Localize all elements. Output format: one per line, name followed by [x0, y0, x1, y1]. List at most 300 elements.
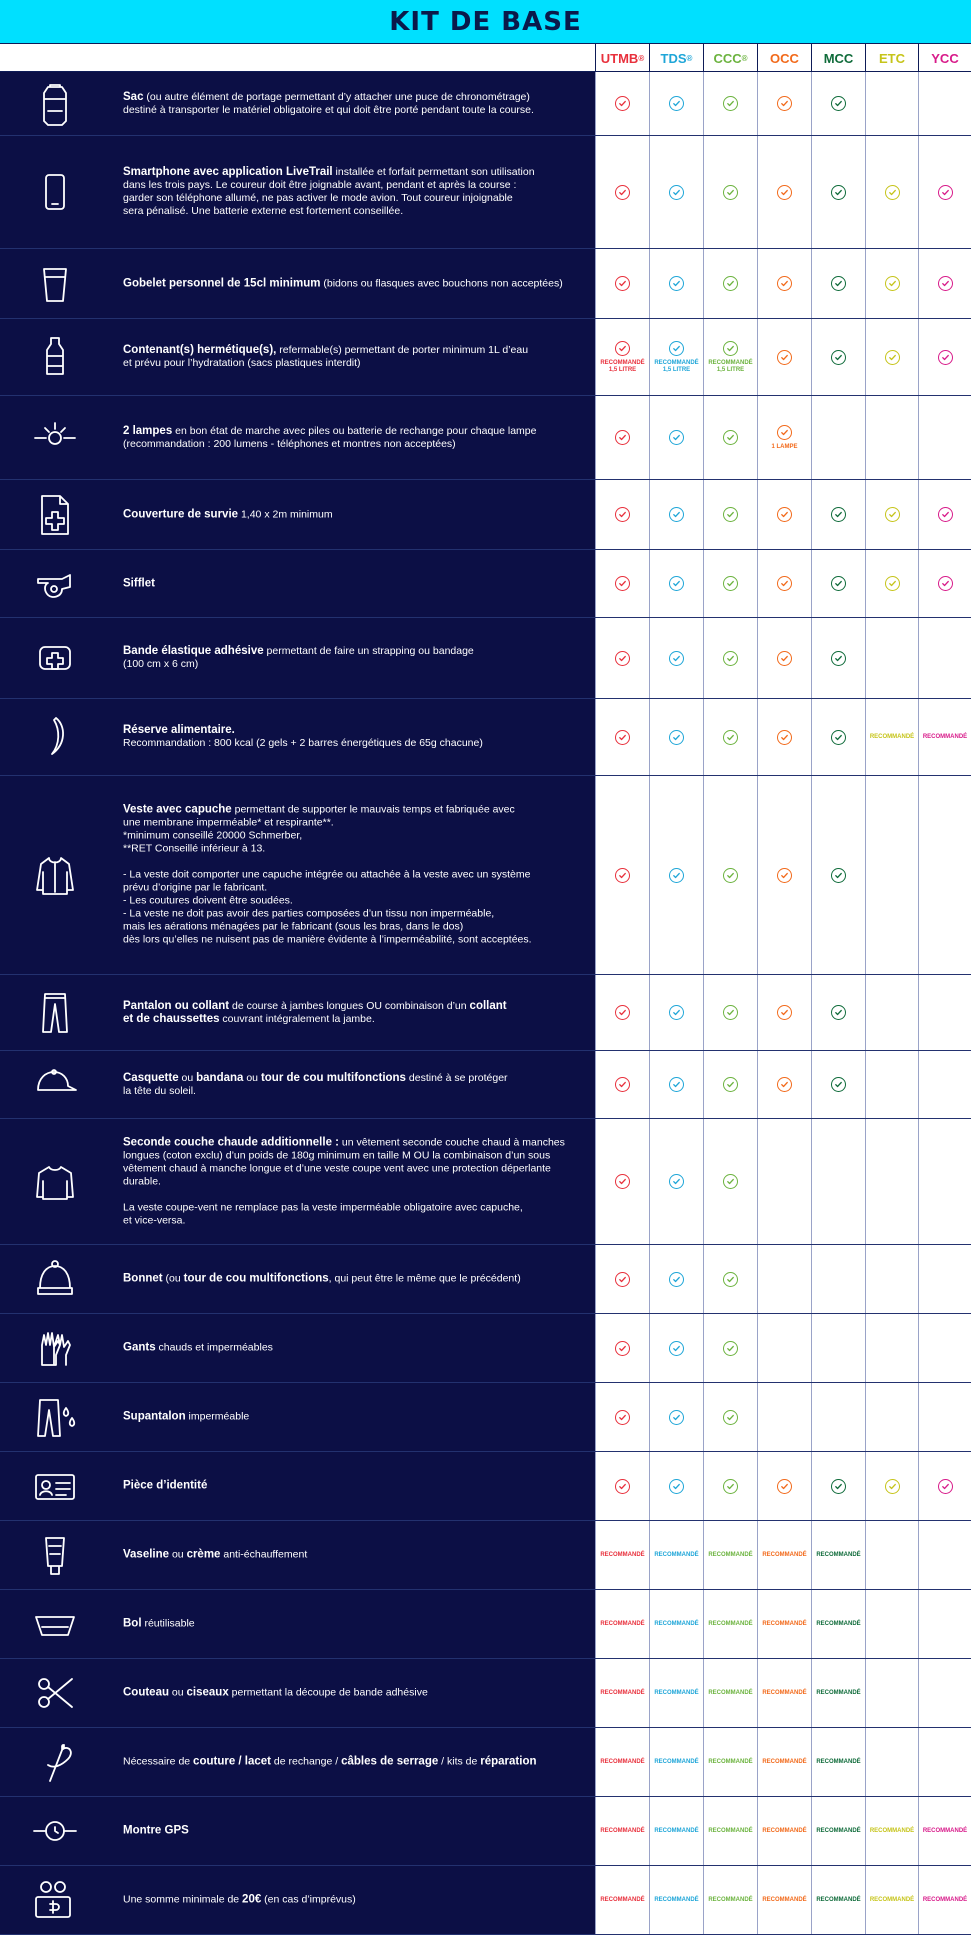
cell-occ	[757, 550, 811, 617]
cell-ccc	[703, 975, 757, 1050]
cell-utmb	[595, 699, 649, 775]
check-icon	[723, 1174, 738, 1189]
recommended-label: RECOMMANDÉ	[708, 1828, 753, 1834]
item-description: Bande élastique adhésive permettant de faire un strapping ou bandage (100 cm x 6 cm)	[123, 645, 474, 670]
cell-mcc	[811, 699, 865, 775]
recommended-label: RECOMMANDÉ	[762, 1552, 807, 1558]
recommended-label: RECOMMANDÉ	[869, 734, 915, 740]
cell-utmb	[595, 975, 649, 1050]
check-icon	[615, 96, 630, 111]
check-icon	[938, 576, 953, 591]
table-row	[0, 1590, 971, 1659]
check-icon	[831, 185, 846, 200]
cell-mcc	[811, 1659, 865, 1727]
cell-tds	[649, 1866, 703, 1934]
recommended-label: RECOMMANDÉ	[708, 1621, 753, 1627]
check-icon	[669, 1272, 684, 1287]
cell-ccc	[703, 1866, 757, 1934]
item-description-panel	[0, 1728, 595, 1796]
cell-mcc	[811, 1314, 865, 1382]
cell-utmb	[595, 1521, 649, 1589]
bottle-icon	[30, 332, 80, 382]
recommended-label: RECOMMANDÉ	[762, 1690, 807, 1696]
check-icon	[777, 507, 792, 522]
check-icon	[615, 341, 630, 356]
recommended-label: RECOMMANDÉ	[708, 1690, 753, 1696]
cell-tds	[649, 1797, 703, 1865]
recommended-label: RECOMMANDÉ	[600, 1759, 645, 1765]
cell-ccc	[703, 1119, 757, 1244]
cell-etc	[865, 480, 918, 549]
cell-ycc	[918, 1797, 971, 1865]
cell-etc	[865, 1383, 918, 1451]
recommended-label: RECOMMANDÉ	[600, 1897, 645, 1903]
check-icon	[615, 276, 630, 291]
cap-icon	[30, 1060, 80, 1110]
cell-etc	[865, 618, 918, 698]
table-row	[0, 776, 971, 975]
item-description: Vaseline ou crème anti-échauffement	[123, 1548, 308, 1561]
check-icon	[723, 1479, 738, 1494]
cell-ycc	[918, 1521, 971, 1589]
recommended-label: RECOMMANDÉ	[600, 1621, 645, 1627]
cell-ycc	[918, 1728, 971, 1796]
cell-occ	[757, 975, 811, 1050]
check-icon	[669, 185, 684, 200]
cell-tds	[649, 550, 703, 617]
cell-etc	[865, 1245, 918, 1313]
item-description-panel	[0, 1314, 595, 1382]
cell-occ	[757, 1728, 811, 1796]
backpack-icon	[30, 79, 80, 129]
item-description-panel	[0, 1590, 595, 1658]
cell-occ	[757, 1314, 811, 1382]
item-description-panel	[0, 1245, 595, 1313]
check-icon	[669, 96, 684, 111]
check-icon	[669, 1174, 684, 1189]
cell-ccc	[703, 249, 757, 318]
item-description: Couteau ou ciseaux permettant la découpe de bande adhésive	[123, 1686, 428, 1699]
check-icon	[831, 1479, 846, 1494]
bandage-icon	[30, 633, 80, 683]
cell-ycc	[918, 1245, 971, 1313]
recommended-label: RECOMMANDÉ	[816, 1897, 861, 1903]
cell-ccc	[703, 1728, 757, 1796]
cell-etc	[865, 1659, 918, 1727]
cell-ycc	[918, 618, 971, 698]
scissors-icon	[30, 1668, 80, 1718]
recommended-label: RECOMMANDÉ	[708, 1552, 753, 1558]
check-icon	[777, 576, 792, 591]
bowl-icon	[30, 1599, 80, 1649]
cell-tds	[649, 396, 703, 479]
cell-occ	[757, 1051, 811, 1118]
cell-ycc	[918, 1051, 971, 1118]
cell-ycc	[918, 1659, 971, 1727]
item-description: Pantalon ou collant de course à jambes longues OU combinaison d’un collant et de chaussettes couvrant intégralement la jambe.	[123, 999, 507, 1025]
cell-occ	[757, 776, 811, 974]
item-description-panel	[0, 1383, 595, 1451]
cell-tds	[649, 72, 703, 135]
cell-ycc	[918, 480, 971, 549]
table-row	[0, 618, 971, 699]
cell-utmb	[595, 1797, 649, 1865]
cell-ccc	[703, 1590, 757, 1658]
check-icon	[938, 507, 953, 522]
table-row	[0, 550, 971, 618]
check-icon	[723, 868, 738, 883]
check-icon	[669, 507, 684, 522]
recommended-label: RECOMMANDÉ	[654, 1828, 699, 1834]
cream-tube-icon	[30, 1530, 80, 1580]
column-label: ETC	[879, 50, 905, 66]
overtrousers-icon	[30, 1392, 80, 1442]
item-description: Casquette ou bandana ou tour de cou multifonctions destiné à se protéger la tête du soleil.	[123, 1071, 508, 1097]
cell-tds	[649, 1590, 703, 1658]
table-row	[0, 1245, 971, 1314]
cell-mcc	[811, 1521, 865, 1589]
cell-tds	[649, 1728, 703, 1796]
survival-blanket-icon	[30, 490, 80, 540]
check-icon	[723, 430, 738, 445]
check-icon	[777, 1077, 792, 1092]
cell-ycc	[918, 72, 971, 135]
check-icon	[669, 1077, 684, 1092]
check-icon	[831, 1077, 846, 1092]
table-row	[0, 136, 971, 249]
cell-occ	[757, 72, 811, 135]
check-icon	[777, 276, 792, 291]
check-icon	[938, 350, 953, 365]
check-icon	[885, 350, 900, 365]
smartphone-icon	[30, 167, 80, 217]
check-icon	[615, 1410, 630, 1425]
cell-ccc	[703, 1051, 757, 1118]
cell-occ	[757, 1590, 811, 1658]
cell-etc	[865, 136, 918, 248]
cell-tds	[649, 1245, 703, 1313]
cell-occ	[757, 699, 811, 775]
item-description-panel	[0, 1866, 595, 1934]
check-icon	[669, 1410, 684, 1425]
cell-ccc	[703, 1521, 757, 1589]
check-icon	[615, 868, 630, 883]
cell-tds	[649, 1521, 703, 1589]
cell-tds	[649, 249, 703, 318]
check-icon	[723, 507, 738, 522]
cell-ycc	[918, 249, 971, 318]
column-header-mcc	[811, 44, 865, 72]
cell-ccc	[703, 1659, 757, 1727]
recommended-label: RECOMMANDÉ	[762, 1759, 807, 1765]
check-icon	[777, 1479, 792, 1494]
gps-watch-icon	[30, 1806, 80, 1856]
item-description: 2 lampes en bon état de marche avec piles ou batterie de rechange pour chaque lampe (recommandation : 200 lumens - téléphones et montres non acceptées)	[123, 424, 537, 450]
recommended-label: RECOMMANDÉ	[762, 1621, 807, 1627]
check-icon	[723, 341, 738, 356]
cell-ycc	[918, 319, 971, 395]
check-icon	[723, 96, 738, 111]
cell-etc	[865, 1452, 918, 1520]
cell-ccc	[703, 776, 757, 974]
banana-icon	[30, 712, 80, 762]
check-icon	[831, 276, 846, 291]
cell-mcc	[811, 1383, 865, 1451]
check-icon	[723, 576, 738, 591]
cell-utmb	[595, 136, 649, 248]
cell-ccc	[703, 1452, 757, 1520]
check-icon	[777, 350, 792, 365]
check-icon	[885, 507, 900, 522]
registered-mark: ®	[686, 53, 693, 63]
item-description: Veste avec capuche permettant de supporter le mauvais temps et fabriquée avec une membrane imperméable* et respirante**. *minimum conseillé 20000 Schmerber, **RET Conseillé inférieur à 13. - La veste doit comporter une capuche intégrée ou attachée à la veste avec un système prévu d’origine par le fabricant. - Les coutures doivent être soudées. - La veste ne doit pas avoir des parties composées d’un tissu non imperméable, mais les aérations ménagées par le fabricant (sous les bras, dans le dos) dès lors qu’elles ne nuisent pas de manière évidente à l’imperméabilité, sont acceptées.	[123, 803, 532, 946]
cell-mcc	[811, 1866, 865, 1934]
recommended-label: RECOMMANDÉ	[654, 1759, 699, 1765]
recommended-label: RECOMMANDÉ	[922, 1828, 968, 1834]
check-icon	[885, 576, 900, 591]
cell-ycc	[918, 975, 971, 1050]
check-icon	[777, 868, 792, 883]
column-label: YCC	[931, 50, 959, 66]
table-row	[0, 1521, 971, 1590]
column-header-occ	[757, 44, 811, 72]
cell-utmb	[595, 1119, 649, 1244]
cell-utmb	[595, 1452, 649, 1520]
cell-etc	[865, 550, 918, 617]
cell-etc	[865, 319, 918, 395]
cell-occ	[757, 1452, 811, 1520]
recommended-label: RECOMMANDÉ	[869, 1828, 915, 1834]
table-row	[0, 699, 971, 776]
check-icon	[831, 651, 846, 666]
cell-ccc	[703, 1797, 757, 1865]
check-icon	[831, 576, 846, 591]
item-description: Bonnet (ou tour de cou multifonctions, qui peut être le même que le précédent)	[123, 1272, 521, 1285]
item-description-panel	[0, 618, 595, 698]
cell-ycc	[918, 1452, 971, 1520]
item-description: Pièce d’identité	[123, 1479, 208, 1492]
cell-etc	[865, 1590, 918, 1658]
recommended-label: RECOMMANDÉ	[600, 1690, 645, 1696]
column-label: UTMB	[600, 50, 639, 66]
check-icon	[723, 185, 738, 200]
recommended-label: RECOMMANDÉ	[708, 1897, 753, 1903]
cell-tds	[649, 1314, 703, 1382]
item-description: Smartphone avec application LiveTrail installée et forfait permettant son utilisation dans les trois pays. Le coureur doit être joignable avant, pendant et après la course : garder son téléphone allumé, ne pas activer le mode avion. Tout coureur injoignable sera pénalisé. Une batterie externe est fortement conseillée.	[123, 166, 535, 217]
cell-tds	[649, 136, 703, 248]
cell-mcc	[811, 480, 865, 549]
cell-mcc	[811, 1590, 865, 1658]
cell-mcc	[811, 550, 865, 617]
cell-tds	[649, 1383, 703, 1451]
item-description-panel	[0, 1051, 595, 1118]
check-icon	[831, 96, 846, 111]
cell-etc	[865, 699, 918, 775]
column-header-row	[0, 43, 971, 72]
check-icon	[723, 730, 738, 745]
beanie-icon	[30, 1254, 80, 1304]
recommended-label: RECOMMANDÉ	[654, 1897, 699, 1903]
cell-occ	[757, 136, 811, 248]
whistle-icon	[30, 559, 80, 609]
cell-ccc	[703, 618, 757, 698]
table-row	[0, 72, 971, 136]
cell-mcc	[811, 136, 865, 248]
cell-utmb	[595, 1590, 649, 1658]
cell-occ	[757, 1383, 811, 1451]
recommended-label: RECOMMANDÉ	[654, 1690, 699, 1696]
table-row	[0, 319, 971, 396]
cell-ycc	[918, 1119, 971, 1244]
cell-ycc	[918, 136, 971, 248]
check-icon	[615, 1479, 630, 1494]
recommended-label: RECOMMANDÉ	[816, 1690, 861, 1696]
registered-mark: ®	[741, 53, 748, 63]
item-description: Sac (ou autre élément de portage permettant d’y attacher une puce de chronométrage) destiné à transporter le matériel obligatoire et qui doit être porté pendant toute la course.	[123, 90, 534, 116]
check-icon	[615, 1174, 630, 1189]
table-row	[0, 480, 971, 550]
check-icon	[831, 1005, 846, 1020]
check-icon	[615, 1005, 630, 1020]
table-row	[0, 1051, 971, 1119]
check-icon	[777, 651, 792, 666]
check-icon	[777, 425, 792, 440]
cell-etc	[865, 72, 918, 135]
check-icon	[669, 1341, 684, 1356]
cell-utmb	[595, 72, 649, 135]
cell-mcc	[811, 396, 865, 479]
check-icon	[723, 1341, 738, 1356]
recommended-label: RECOMMANDÉ	[654, 1621, 699, 1627]
cell-mcc	[811, 1728, 865, 1796]
check-icon	[831, 730, 846, 745]
cell-occ	[757, 480, 811, 549]
cell-utmb	[595, 1051, 649, 1118]
cell-ccc	[703, 1314, 757, 1382]
cell-ccc	[703, 1383, 757, 1451]
table-row	[0, 1728, 971, 1797]
check-icon	[669, 868, 684, 883]
cell-mcc	[811, 1452, 865, 1520]
cell-tds	[649, 319, 703, 395]
headlamp-icon	[30, 413, 80, 463]
check-icon	[669, 276, 684, 291]
check-icon	[669, 430, 684, 445]
check-icon	[615, 576, 630, 591]
gloves-icon	[30, 1323, 80, 1373]
recommended-label: RECOMMANDÉ	[762, 1897, 807, 1903]
cell-utmb	[595, 396, 649, 479]
cell-ccc	[703, 550, 757, 617]
cell-occ	[757, 1797, 811, 1865]
check-icon	[723, 1410, 738, 1425]
check-icon	[669, 730, 684, 745]
cell-ccc	[703, 1245, 757, 1313]
cell-utmb	[595, 1728, 649, 1796]
recommended-label: RECOMMANDÉ	[869, 1897, 915, 1903]
recommended-label: RECOMMANDÉ	[654, 1552, 699, 1558]
cell-mcc	[811, 249, 865, 318]
cell-ccc	[703, 699, 757, 775]
check-icon	[669, 576, 684, 591]
column-label: OCC	[770, 50, 799, 66]
cell-utmb	[595, 1245, 649, 1313]
cell-ccc	[703, 136, 757, 248]
cell-etc	[865, 1728, 918, 1796]
item-description-panel	[0, 396, 595, 479]
cell-note: RECOMMANDÉ 1,5 LITRE	[600, 359, 645, 373]
item-description-panel	[0, 699, 595, 775]
cell-utmb	[595, 618, 649, 698]
cell-utmb	[595, 1659, 649, 1727]
cell-utmb	[595, 776, 649, 974]
cell-mcc	[811, 1119, 865, 1244]
item-description-panel	[0, 319, 595, 395]
cell-occ	[757, 1119, 811, 1244]
check-icon	[723, 1005, 738, 1020]
item-description-panel	[0, 550, 595, 617]
table-row	[0, 1314, 971, 1383]
check-icon	[723, 651, 738, 666]
item-description-panel	[0, 136, 595, 248]
check-icon	[777, 185, 792, 200]
table-row	[0, 396, 971, 480]
cell-occ	[757, 618, 811, 698]
cell-ycc	[918, 1590, 971, 1658]
column-header-tds	[649, 44, 703, 72]
column-label: MCC	[823, 50, 854, 66]
cell-etc	[865, 1866, 918, 1934]
check-icon	[723, 276, 738, 291]
cell-etc	[865, 975, 918, 1050]
cell-occ	[757, 396, 811, 479]
check-icon	[777, 730, 792, 745]
recommended-label: RECOMMANDÉ	[762, 1828, 807, 1834]
cell-ccc	[703, 319, 757, 395]
cell-utmb	[595, 249, 649, 318]
cell-etc	[865, 396, 918, 479]
column-label: TDS	[660, 50, 687, 66]
item-description: Gants chauds et imperméables	[123, 1341, 273, 1354]
check-icon	[669, 651, 684, 666]
cell-etc	[865, 776, 918, 974]
recommended-label: RECOMMANDÉ	[922, 1897, 968, 1903]
item-description-panel	[0, 1119, 595, 1244]
item-description: Sifflet	[123, 577, 155, 589]
check-icon	[938, 276, 953, 291]
cell-mcc	[811, 319, 865, 395]
table-row	[0, 1659, 971, 1728]
column-label: CCC	[713, 50, 742, 66]
cell-ycc	[918, 699, 971, 775]
cell-utmb	[595, 550, 649, 617]
recommended-label: RECOMMANDÉ	[816, 1828, 861, 1834]
item-description: Contenant(s) hermétique(s), refermable(s) permettant de porter minimum 1L d’eau et prévu pour l’hydratation (sacs plastiques interdit)	[123, 344, 529, 369]
check-icon	[938, 185, 953, 200]
check-icon	[831, 868, 846, 883]
check-icon	[831, 507, 846, 522]
cell-tds	[649, 480, 703, 549]
check-icon	[615, 1272, 630, 1287]
recommended-label: RECOMMANDÉ	[600, 1828, 645, 1834]
check-icon	[669, 1479, 684, 1494]
sweater-icon	[30, 1157, 80, 1207]
check-icon	[615, 185, 630, 200]
table-row	[0, 975, 971, 1051]
table-row	[0, 1383, 971, 1452]
title-bar	[0, 0, 971, 43]
cell-occ	[757, 1866, 811, 1934]
